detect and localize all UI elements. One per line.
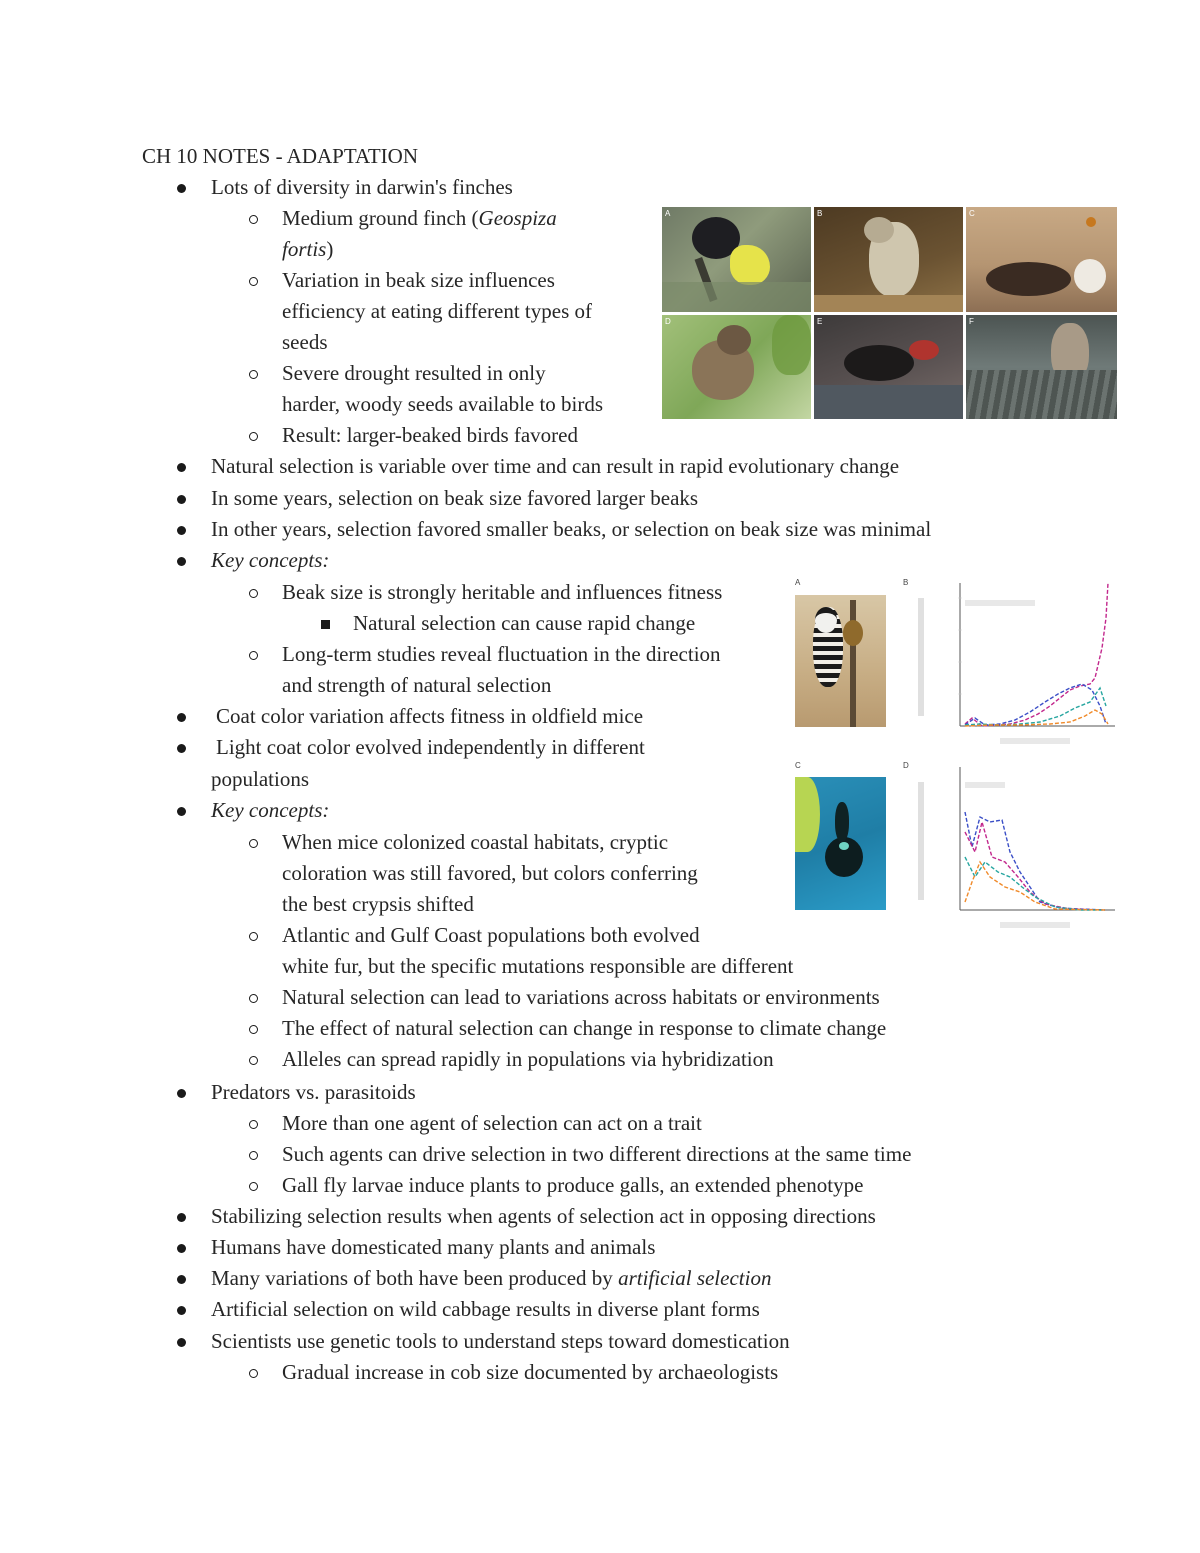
bullet-circle <box>249 932 258 941</box>
bullet-circle <box>249 1120 258 1129</box>
note-line: Result: larger-beaked birds favored <box>282 423 578 447</box>
note-line: Beak size is strongly heritable and influences fitness <box>282 580 723 604</box>
chart-b-downy-woodpecker <box>910 578 1120 748</box>
bullet-disc <box>177 1338 186 1347</box>
note-line: coloration was still favored, but colors conferring <box>282 861 698 885</box>
bullet-disc <box>177 463 186 472</box>
bullet-disc <box>177 1213 186 1222</box>
bullet-disc <box>177 1244 186 1253</box>
finch-photo-d <box>662 315 811 419</box>
bullet-circle <box>249 651 258 660</box>
panel-label: D <box>665 317 671 326</box>
note-line: When mice colonized coastal habitats, cryptic <box>282 830 669 854</box>
bullet-disc <box>177 495 186 504</box>
note-line: fortis) <box>282 237 334 261</box>
note-line: Natural selection is variable over time and can result in rapid evolutionary change <box>211 454 900 478</box>
bullet-circle <box>249 277 258 286</box>
bullet-square <box>321 620 330 629</box>
note-line: The effect of natural selection can change in response to climate change <box>282 1016 887 1040</box>
note-line: Artificial selection on wild cabbage results in diverse plant forms <box>211 1297 760 1321</box>
woodpecker-photo <box>795 595 886 727</box>
bullet-circle <box>249 1025 258 1034</box>
note-line: Many variations of both have been produced by artificial selection <box>211 1266 772 1290</box>
bullet-disc <box>177 1275 186 1284</box>
note-line: populations <box>211 767 309 791</box>
note-line: In other years, selection favored smaller beaks, or selection on beak size was minimal <box>211 517 932 541</box>
bullet-circle <box>249 370 258 379</box>
note-line: Key concepts: <box>211 548 330 572</box>
note-line: Severe drought resulted in only <box>282 361 546 385</box>
note-line: Lots of diversity in darwin's finches <box>211 175 513 199</box>
note-line: harder, woody seeds available to birds <box>282 392 604 416</box>
bullet-disc <box>177 1306 186 1315</box>
note-line: Coat color variation affects fitness in oldfield mice <box>216 704 644 728</box>
note-line: seeds <box>282 330 328 354</box>
note-line: Scientists use genetic tools to understand steps toward domestication <box>211 1329 790 1353</box>
bullet-disc <box>177 713 186 722</box>
note-line: Stabilizing selection results when agents of selection act in opposing directions <box>211 1204 876 1228</box>
bullet-circle <box>249 432 258 441</box>
note-line: Predators vs. parasitoids <box>211 1080 416 1104</box>
note-line: Key concepts: <box>211 798 330 822</box>
bullet-disc <box>177 807 186 816</box>
bullet-circle <box>249 994 258 1003</box>
finch-photo-grid <box>662 207 1117 419</box>
panel-label: F <box>969 317 974 326</box>
bullet-disc <box>177 184 186 193</box>
bullet-circle <box>249 1369 258 1378</box>
note-line: In some years, selection on beak size favored larger beaks <box>211 486 699 510</box>
panel-label: B <box>817 209 823 218</box>
panel-label: C <box>969 209 975 218</box>
note-line: Gall fly larvae induce plants to produce galls, an extended phenotype <box>282 1173 864 1197</box>
note-line: Alleles can spread rapidly in populations via hybridization <box>282 1047 774 1071</box>
bullet-circle <box>249 1182 258 1191</box>
finch-photo-f <box>966 315 1117 419</box>
bullet-disc <box>177 557 186 566</box>
panel-label: E <box>817 317 823 326</box>
note-line: Natural selection can lead to variations across habitats or environments <box>282 985 880 1009</box>
bullet-circle <box>249 1056 258 1065</box>
note-line: Variation in beak size influences <box>282 268 555 292</box>
panel-label: C <box>795 761 801 770</box>
note-line: Medium ground finch (Geospiza <box>282 206 557 230</box>
note-line: and strength of natural selection <box>282 673 552 697</box>
note-line: white fur, but the specific mutations responsible are different <box>282 954 794 978</box>
bullet-disc <box>177 526 186 535</box>
finch-photo-e <box>814 315 963 419</box>
note-line: efficiency at eating different types of <box>282 299 593 323</box>
bullet-circle <box>249 1151 258 1160</box>
panel-label: A <box>665 209 671 218</box>
bullet-circle <box>249 589 258 598</box>
note-line: More than one agent of selection can act on a trait <box>282 1111 702 1135</box>
finch-photo-c <box>966 207 1117 312</box>
panel-label: A <box>795 578 801 587</box>
page-title: CH 10 NOTES - ADAPTATION <box>142 144 418 168</box>
note-line: Light coat color evolved independently in different <box>216 735 645 759</box>
gall-wasp-photo <box>795 777 886 910</box>
note-line: Gradual increase in cob size documented by archaeologists <box>282 1360 779 1384</box>
bullet-disc <box>177 1089 186 1098</box>
note-line: Humans have domesticated many plants and animals <box>211 1235 656 1259</box>
note-line: Natural selection can cause rapid change <box>353 611 696 635</box>
finch-photo-b <box>814 207 963 312</box>
note-line: Such agents can drive selection in two different directions at the same time <box>282 1142 912 1166</box>
note-line: Long-term studies reveal fluctuation in the direction <box>282 642 721 666</box>
finch-photo-a <box>662 207 811 312</box>
note-line: the best crypsis shifted <box>282 892 474 916</box>
bullet-disc <box>177 744 186 753</box>
panel-label: B <box>903 578 909 587</box>
chart-d-parasitoid <box>910 762 1120 932</box>
note-line: Atlantic and Gulf Coast populations both evolved <box>282 923 700 947</box>
bullet-circle <box>249 839 258 848</box>
bullet-circle <box>249 215 258 224</box>
panel-label: D <box>903 761 909 770</box>
